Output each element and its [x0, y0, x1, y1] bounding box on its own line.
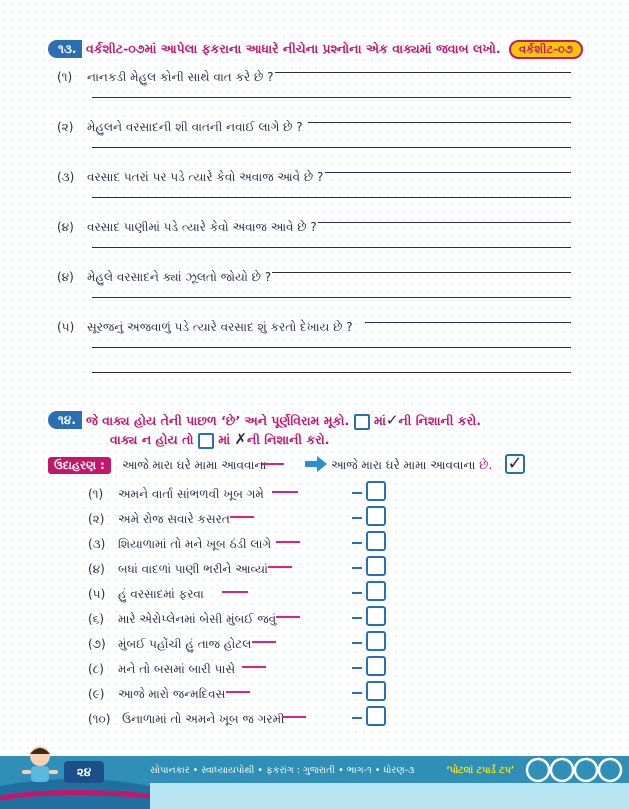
question-13-6	[57, 320, 353, 335]
item-number: (૮)	[88, 662, 104, 676]
item-underline	[282, 716, 306, 718]
item-underline	[242, 666, 266, 668]
section-14-number: ૧૪.	[48, 411, 82, 429]
item-text: અમે રોજ સવારે કસરત	[118, 512, 230, 526]
item-dash	[352, 567, 362, 569]
item-text: શિયાળામાં તો મને ખૂબ ઠંડી લાગે	[118, 537, 272, 551]
answer-line[interactable]	[92, 347, 571, 348]
item-14-10	[88, 712, 285, 727]
question-number: (૫)	[57, 320, 75, 334]
question-13-4	[57, 220, 317, 235]
item-checkbox[interactable]	[366, 656, 386, 676]
answer-line[interactable]	[92, 197, 571, 198]
answer-line[interactable]	[272, 272, 571, 273]
arrow-right-icon	[304, 455, 328, 473]
rings-decoration-icon	[520, 755, 629, 785]
question-number: (૧)	[57, 70, 73, 84]
question-text: સૂરજનું અજવાળું પડે ત્યારે વરસાદ શું કરતો દેખાય છે ?	[87, 320, 353, 334]
item-checkbox[interactable]	[366, 631, 386, 651]
example-answer-suffix: છે.	[479, 458, 493, 472]
instruction-text: માં	[218, 432, 231, 447]
example-underline	[262, 463, 284, 465]
example-answer-text: આજે મારા ઘરે મામા આવવાના	[331, 458, 476, 472]
footer-light-strip	[150, 783, 629, 809]
instruction-text: માં	[374, 413, 386, 428]
item-14-3	[88, 537, 271, 552]
item-text: આજે મારો જન્મદિવસ	[118, 687, 226, 701]
question-text: મેહુલને વરસાદની શી વાતની નવાઈ લાગે છે ?	[87, 120, 303, 134]
item-text: અમને વાર્તા સાંભળવી ખૂબ ગમે	[118, 487, 264, 501]
question-number: (૨)	[57, 120, 74, 134]
answer-line[interactable]	[325, 172, 571, 173]
item-underline	[276, 541, 300, 543]
item-dash	[352, 517, 362, 519]
section-13-number: ૧૩.	[48, 40, 82, 58]
answer-line[interactable]	[92, 372, 571, 373]
example-checkbox: ✓	[505, 454, 525, 474]
question-number: (૪)	[57, 220, 74, 234]
answer-line[interactable]	[92, 297, 571, 298]
item-14-9	[88, 687, 225, 702]
item-number: (૧)	[88, 487, 104, 501]
question-text: મેહુલે વરસાદને ક્યાં ઝૂલતો જોયો છે ?	[87, 270, 272, 284]
item-dash	[352, 542, 362, 544]
item-underline	[268, 566, 292, 568]
item-checkbox[interactable]	[366, 606, 386, 626]
item-dash	[352, 492, 362, 494]
answer-line[interactable]	[318, 222, 571, 223]
item-number: (૬)	[88, 612, 105, 626]
item-14-8	[88, 662, 235, 677]
item-number: (૫)	[88, 587, 106, 601]
footer-slogan: ‘પોટલાં ટપાર્ડ ટપ’	[446, 765, 515, 776]
example-answer	[331, 458, 492, 473]
item-number: (૧૦)	[88, 712, 111, 726]
question-number: (૪)	[57, 270, 74, 284]
item-14-7	[88, 637, 251, 652]
item-checkbox[interactable]	[366, 506, 386, 526]
item-checkbox[interactable]	[366, 531, 386, 551]
item-text: મને તો બસમાં બારી પાસે	[118, 662, 236, 676]
answer-line[interactable]	[365, 322, 571, 323]
answer-line[interactable]	[92, 147, 571, 148]
item-text: મારે એરોપ્લેનમાં બેસી મુંબઈ જવું	[118, 612, 277, 626]
answer-line[interactable]	[275, 72, 571, 73]
question-text: નાનકડી મેહુલ કોની સાથે વાત કરે છે ?	[87, 70, 274, 84]
item-dash	[352, 642, 362, 644]
check-mark-icon: ✓	[385, 411, 399, 429]
item-underline	[252, 641, 276, 643]
section-14-instruction-line1	[86, 411, 481, 430]
checkbox-icon	[354, 414, 370, 430]
section-14-instruction-line2	[110, 430, 330, 449]
example-badge: ઉદાહરણ :	[48, 457, 111, 474]
item-checkbox[interactable]	[366, 706, 386, 726]
worksheet-badge: વર્કશીટ-૦૭	[509, 40, 583, 59]
item-checkbox[interactable]	[366, 581, 386, 601]
question-13-5	[57, 270, 271, 285]
instruction-text: વાક્ય ન હોય તો	[110, 432, 194, 447]
item-text: ઉનાળામાં તો અમને ખૂબ જ ગરમી	[122, 712, 285, 726]
item-14-4	[88, 562, 268, 577]
item-14-1	[88, 487, 264, 502]
page-number: ૨૪	[64, 761, 104, 783]
question-13-3	[57, 170, 323, 185]
item-underline	[276, 616, 300, 618]
answer-line[interactable]	[92, 247, 571, 248]
question-number: (૩)	[57, 170, 75, 184]
item-text: હું વરસાદમાં ફરવા	[118, 587, 204, 601]
answer-line[interactable]	[92, 97, 571, 98]
item-underline	[222, 591, 248, 593]
item-number: (૭)	[88, 637, 106, 651]
instruction-text: ની નિશાની કરો.	[247, 432, 330, 447]
cross-mark-icon: ✗	[234, 430, 248, 448]
item-underline	[226, 691, 250, 693]
item-dash	[352, 617, 362, 619]
section-13-heading: વર્કશીટ-૦૭માં આપેલા ફકરાના આધારે નીચેના પ્રશ્નોના એક વાક્યમાં જવાબ લખો.	[86, 41, 501, 56]
item-dash	[352, 717, 362, 719]
item-number: (૪)	[88, 562, 105, 576]
item-14-5	[88, 587, 204, 602]
instruction-text: જે વાક્ય હોય તેની પાછળ ‘છે’ અને પૂર્ણવિરામ મૂકો.	[86, 413, 350, 428]
item-underline	[230, 516, 254, 518]
item-number: (૩)	[88, 537, 106, 551]
question-13-2	[57, 120, 303, 135]
item-number: (૯)	[88, 687, 105, 701]
item-dash	[352, 592, 362, 594]
item-checkbox[interactable]	[366, 481, 386, 501]
item-dash	[352, 692, 362, 694]
instruction-text: ની નિશાની કરો.	[398, 413, 481, 428]
item-text: બધાં વાદળાં પાણી ભરીને આવ્યાં	[118, 562, 268, 576]
item-dash	[352, 667, 362, 669]
item-checkbox[interactable]	[366, 681, 386, 701]
item-number: (૨)	[88, 512, 105, 526]
item-checkbox[interactable]	[366, 556, 386, 576]
question-text: વરસાદ પતરાં પર પડે ત્યારે કેવો અવાજ આવે છે ?	[87, 170, 324, 184]
question-13-1	[57, 70, 274, 85]
answer-line[interactable]	[308, 122, 571, 123]
question-text: વરસાદ પાણીમાં પડે ત્યારે કેવો અવાજ આવે છે ?	[87, 220, 317, 234]
example-sentence: આજે મારા ઘરે મામા આવવાના	[122, 458, 267, 472]
item-14-6	[88, 612, 276, 627]
checkbox-icon	[198, 433, 214, 449]
item-text: મુંબઈ પહોંચી હું તાજ હોટલ	[118, 637, 252, 651]
item-14-2	[88, 512, 230, 527]
item-underline	[272, 491, 298, 493]
footer-info: સોપાનકાર • સ્વાધ્યાયપોથી • ફકરાંગ : ગુજરાતી • ભાગ-૧ • ધોરણ-૩	[150, 765, 415, 776]
